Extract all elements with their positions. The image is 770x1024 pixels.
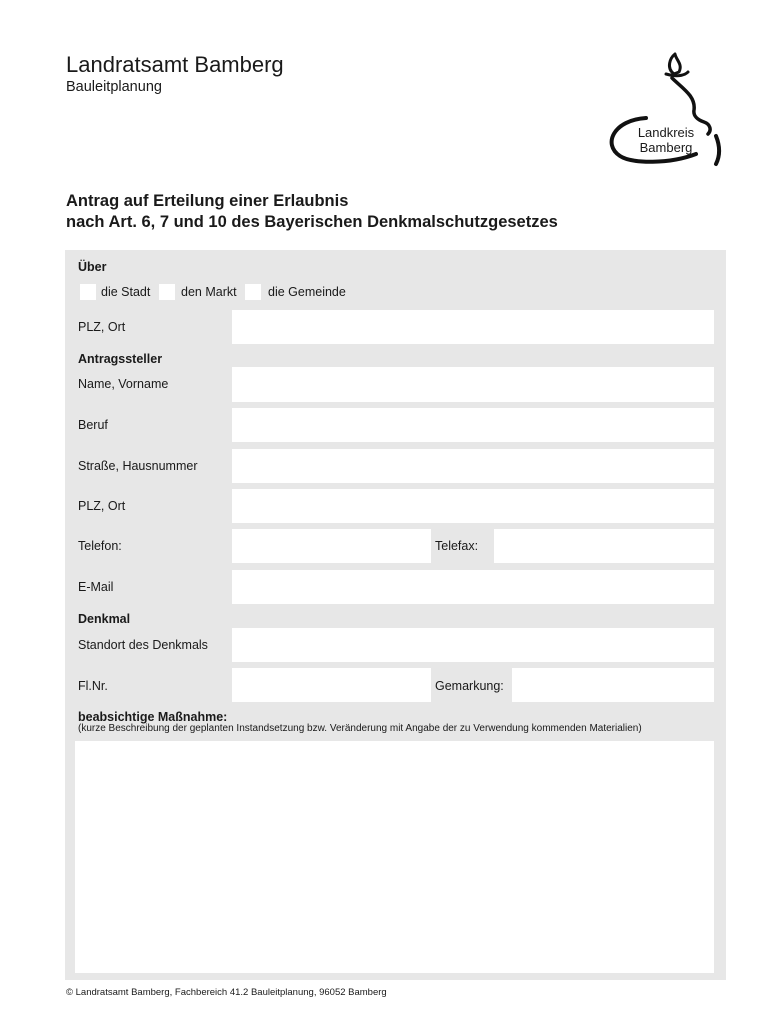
option-markt-label: den Markt xyxy=(181,285,237,299)
form-title-line1: Antrag auf Erteilung einer Erlaubnis xyxy=(66,192,349,210)
massnahme-textarea[interactable] xyxy=(75,741,714,973)
massnahme-subheading: (kurze Beschreibung der geplanten Instandsetzung bzw. Veränderung mit Angabe der zu Verwendung kommenden Materialien) xyxy=(78,723,642,734)
ueber-heading: Über xyxy=(78,260,107,274)
department-name: Bauleitplanung xyxy=(66,79,162,95)
standort-field[interactable] xyxy=(232,628,714,662)
strasse-field[interactable] xyxy=(232,449,714,483)
telefon-label: Telefon: xyxy=(78,539,122,553)
massnahme-heading: beabsichtige Maßnahme: xyxy=(78,710,228,724)
option-stadt-label: die Stadt xyxy=(101,285,151,299)
antragsteller-plz-ort-label: PLZ, Ort xyxy=(78,499,126,513)
standort-label: Standort des Denkmals xyxy=(78,638,208,652)
ueber-plz-ort-field[interactable] xyxy=(232,310,714,344)
denkmal-heading: Denkmal xyxy=(78,612,131,626)
beruf-field[interactable] xyxy=(232,408,714,442)
footer-copyright: © Landratsamt Bamberg, Fachbereich 41.2 Bauleitplanung, 96052 Bamberg xyxy=(66,987,387,998)
checkbox-markt[interactable] xyxy=(159,284,175,300)
antragsteller-plz-ort-field[interactable] xyxy=(232,489,714,523)
telefax-field[interactable] xyxy=(494,529,714,563)
option-gemeinde-label: die Gemeinde xyxy=(268,285,346,299)
email-label: E-Mail xyxy=(78,580,114,594)
email-field[interactable] xyxy=(232,570,714,604)
checkbox-gemeinde[interactable] xyxy=(245,284,261,300)
landkreis-logo xyxy=(600,46,728,176)
beruf-label: Beruf xyxy=(78,418,108,432)
antragsteller-heading: Antragssteller xyxy=(78,352,163,366)
logo-text-line1: Landkreis xyxy=(637,125,695,140)
flnr-label: Fl.Nr. xyxy=(78,679,108,693)
telefax-label: Telefax: xyxy=(435,539,479,553)
logo-text-line2: Bamberg xyxy=(639,140,693,155)
ueber-plz-ort-label: PLZ, Ort xyxy=(78,320,126,334)
landkreis-emblem-icon xyxy=(600,46,728,176)
name-label: Name, Vorname xyxy=(78,377,169,391)
checkbox-stadt[interactable] xyxy=(80,284,96,300)
gemarkung-field[interactable] xyxy=(512,668,714,702)
form-title-line2: nach Art. 6, 7 und 10 des Bayerischen Denkmalschutzgesetzes xyxy=(66,213,558,231)
form-title xyxy=(66,191,558,233)
name-field[interactable] xyxy=(232,367,714,402)
gemarkung-label: Gemarkung: xyxy=(435,679,504,693)
strasse-label: Straße, Hausnummer xyxy=(78,459,198,473)
organization-name: Landratsamt Bamberg xyxy=(66,52,284,77)
telefon-field[interactable] xyxy=(232,529,431,563)
flnr-field[interactable] xyxy=(232,668,431,702)
